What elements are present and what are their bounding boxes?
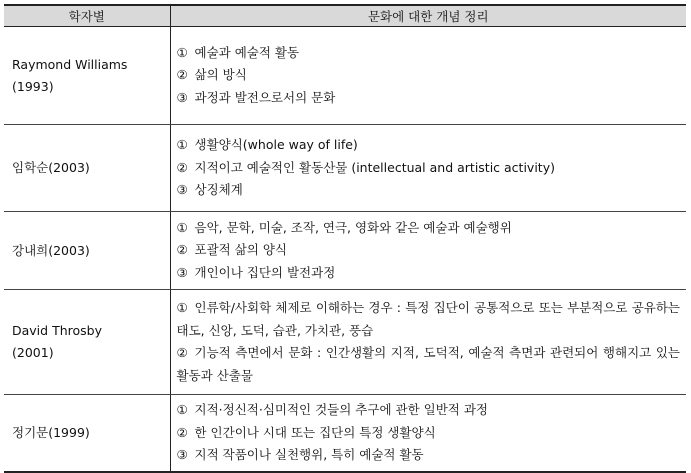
scholar-name: David Throsby <box>12 323 102 338</box>
concept-item <box>177 444 681 467</box>
item-number: ① <box>176 402 188 418</box>
table-row <box>4 395 686 473</box>
concept-cell <box>170 125 686 212</box>
item-number: ② <box>176 67 188 83</box>
scholar-name: 임학순(2003) <box>12 160 90 175</box>
scholar-year: (1993) <box>12 78 54 94</box>
concept-item <box>177 179 681 202</box>
scholar-name: Raymond Williams <box>12 56 128 72</box>
item-number: ② <box>176 424 188 440</box>
item-number: ② <box>176 242 188 258</box>
header-concept: 문화에 대한 개념 정리 <box>170 5 686 27</box>
item-text: 인류학/사회학 체제로 이해하는 경우 : 특정 집단이 공통적으로 또는 부분적으로 공유하는 태도, 신앙, 도덕, 습관, 가치관, 풍습 <box>176 300 680 338</box>
item-text: 개인이나 집단의 발전과정 <box>194 264 336 280</box>
concept-item <box>177 422 681 445</box>
scholar-cell <box>4 395 170 473</box>
concept-item <box>177 134 681 157</box>
item-text: 지적이고 예술적인 활동산물 (intellectual and artistic activity) <box>194 159 555 175</box>
concept-cell <box>170 27 686 125</box>
concept-item <box>177 297 681 342</box>
item-number: ① <box>176 44 188 60</box>
concept-cell <box>170 290 686 395</box>
item-number: ③ <box>176 447 188 463</box>
concept-item <box>177 157 681 180</box>
item-text: 음악, 문학, 미술, 조작, 연극, 영화와 같은 예술과 예술행위 <box>194 219 512 235</box>
scholar-cell <box>4 27 170 125</box>
concept-item <box>177 239 681 262</box>
scholar-name: 강내희(2003) <box>12 242 90 258</box>
concept-item <box>177 262 681 285</box>
table-header-row <box>4 5 686 27</box>
item-text: 포괄적 삶의 양식 <box>194 242 287 258</box>
culture-concept-table <box>4 4 686 473</box>
item-text: 한 인간이나 시대 또는 집단의 특정 생활양식 <box>194 424 436 440</box>
concept-item <box>177 342 681 387</box>
concept-item <box>177 64 681 87</box>
scholar-cell <box>4 290 170 395</box>
item-number: ③ <box>176 182 188 198</box>
table-row <box>4 290 686 395</box>
item-number: ① <box>176 300 188 315</box>
item-number: ③ <box>176 264 188 280</box>
scholar-cell <box>4 212 170 290</box>
item-text: 예술과 예술적 활동 <box>194 44 300 60</box>
item-text: 기능적 측면에서 문화 : 인간생활의 지적, 도덕적, 예술적 측면과 관련되어 행해지고 있는 활동과 산출물 <box>176 345 680 383</box>
item-text: 지적 작품이나 실천행위, 특히 예술적 활동 <box>194 447 424 463</box>
scholar-year: (2001) <box>12 345 54 360</box>
concept-cell <box>170 212 686 290</box>
concept-item <box>177 217 681 240</box>
scholar-name: 정기문(1999) <box>12 425 90 440</box>
item-text: 상징체계 <box>194 182 243 198</box>
item-number: ③ <box>176 89 188 105</box>
item-number: ② <box>176 159 188 175</box>
concept-item <box>177 87 681 110</box>
table-row <box>4 125 686 212</box>
table-row <box>4 27 686 125</box>
culture-concept-table-wrapper <box>4 4 686 473</box>
item-text: 지적·정신적·심미적인 것들의 추구에 관한 일반적 과정 <box>194 402 488 418</box>
concept-cell <box>170 395 686 473</box>
item-text: 삶의 방식 <box>194 67 247 83</box>
concept-item <box>177 42 681 65</box>
scholar-cell <box>4 125 170 212</box>
item-text: 생활양식(whole way of life) <box>194 137 358 153</box>
item-number: ① <box>176 137 188 153</box>
item-number: ② <box>176 345 188 360</box>
header-scholar: 학자별 <box>4 5 170 27</box>
item-number: ① <box>176 219 188 235</box>
table-row <box>4 212 686 290</box>
concept-item <box>177 399 681 422</box>
item-text: 과정과 발전으로서의 문화 <box>194 89 336 105</box>
